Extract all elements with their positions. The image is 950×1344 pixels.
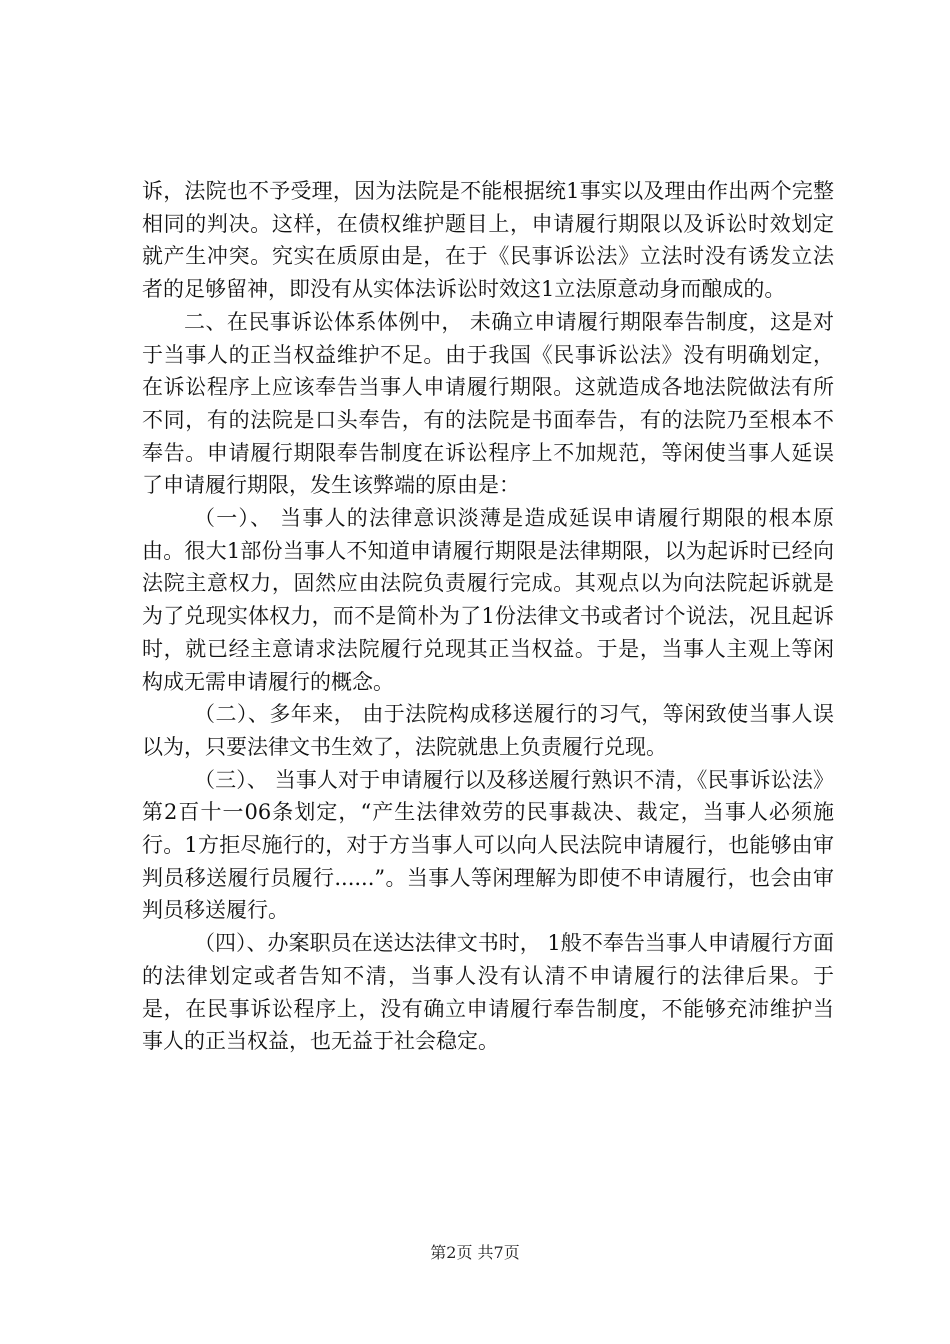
paragraph-section-two: 二、在民事诉讼体系体例中， 未确立申请履行期限奉告制度，这是对于当事人的正当权益维护不足。由于我国《民事诉讼法》没有明确划定，在诉讼程序上应该奉告当事人申请履行期限。这就造成各地法院做法有所不同，有的法院是口头奉告，有的法院是书面奉告，有的法院乃至根本不奉告。申请履行期限奉告制度在诉讼程序上不加规范，等闲使当事人延误了申请履行期限，发生该弊端的原由是： [142, 309, 834, 498]
page-number-footer: 第2页 共7页 [430, 1243, 520, 1262]
paragraph-continuation: 诉，法院也不予受理，因为法院是不能根据统1事实以及理由作出两个完整相同的判决。这样，在债权维护题目上，申请履行期限以及诉讼时效划定就产生冲突。究实在质原由是，在于《民事诉讼法》立法时没有诱发立法者的足够留神，即没有从实体法诉讼时效这1立法原意动身而酿成的。 [142, 179, 834, 302]
paragraph-item-four: （四）、办案职员在送达法律文书时， 1般不奉告当事人申请履行方面的法律划定或者告知不清，当事人没有认清不申请履行的法律后果。于是，在民事诉讼程序上，没有确立申请履行奉告制度，不能够充沛维护当事人的正当权益，也无益于社会稳定。 [142, 931, 834, 1054]
paragraph-item-three: （三）、 当事人对于申请履行以及移送履行熟识不清，《民事诉讼法》第2百十一06条划定，“产生法律效劳的民事裁决、裁定，当事人必须施行。1方拒尽施行的，对于方当事人可以向人民法院申请履行，也能够由审判员移送履行员履行......”。当事人等闲理解为即使不申请履行，也会由审判员移送履行。 [142, 767, 834, 923]
paragraph-item-two: （二）、多年来， 由于法院构成移送履行的习气，等闲致使当事人误以为，只要法律文书生效了，法院就患上负责履行兑现。 [142, 702, 834, 759]
paragraph-item-one: （一）、 当事人的法律意识淡薄是造成延误申请履行期限的根本原由。很大1部份当事人不知道申请履行期限是法律期限，以为起诉时已经向法院主意权力，固然应由法院负责履行完成。其观点以为向法院起诉就是为了兑现实体权力，而不是简朴为了1份法律文书或者讨个说法，况且起诉时，就已经主意请求法院履行兑现其正当权益。于是，当事人主观上等闲构成无需申请履行的概念。 [142, 506, 834, 694]
document-body [142, 175, 834, 1058]
